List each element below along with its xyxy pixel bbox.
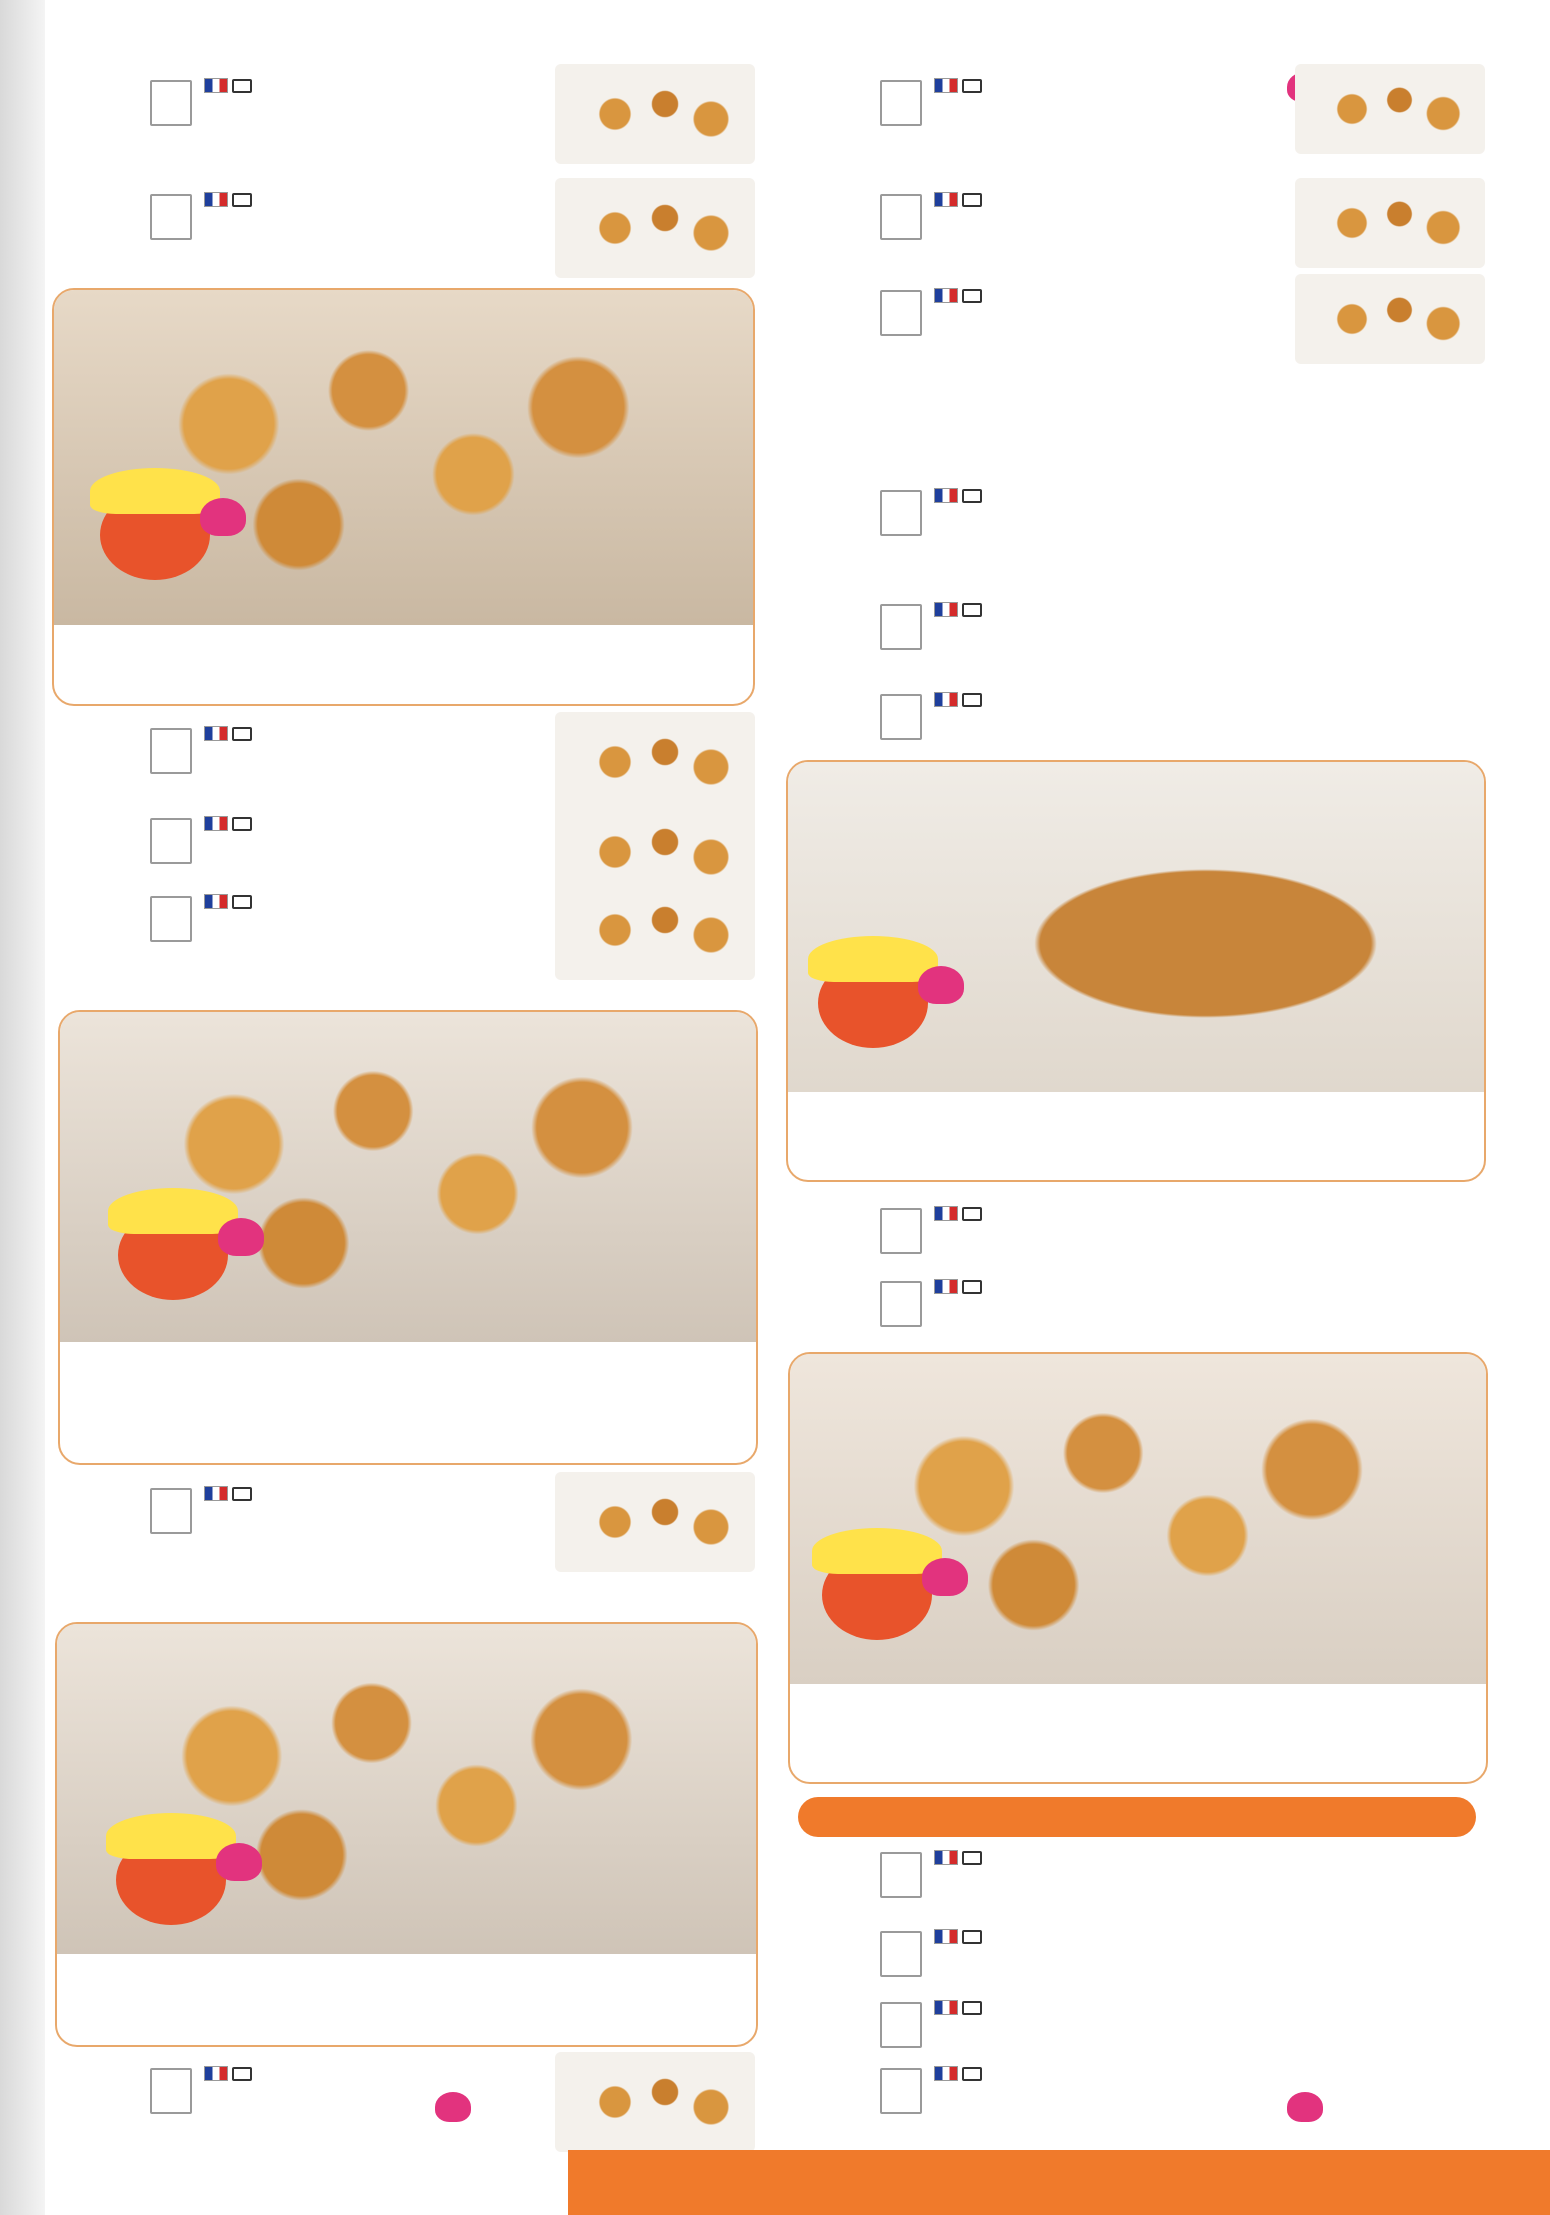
french-flag-icon	[934, 602, 958, 617]
frozen-box-icon	[962, 693, 982, 707]
order-quantity-box[interactable]	[880, 194, 922, 240]
french-flag-icon	[934, 78, 958, 93]
product-name	[198, 188, 448, 211]
package-size	[198, 858, 488, 859]
loyalty-points-badge	[918, 966, 964, 1004]
french-flag-icon	[934, 2000, 958, 2015]
frozen-box-icon	[962, 1851, 982, 1865]
package-size	[928, 2103, 1333, 2104]
package-size	[928, 2037, 1333, 2038]
french-flag-icon	[204, 192, 228, 207]
product-name	[928, 284, 1178, 307]
order-quantity-box[interactable]	[150, 1488, 192, 1534]
package-size	[928, 398, 1216, 399]
frozen-box-icon	[232, 817, 252, 831]
package-size	[928, 154, 1216, 155]
loyalty-points-badge	[435, 2092, 471, 2122]
loyalty-points-badge	[922, 1558, 968, 1596]
french-flag-icon	[934, 2066, 958, 2081]
frozen-box-icon	[232, 727, 252, 741]
frozen-box-icon	[962, 289, 982, 303]
order-quantity-box[interactable]	[880, 1852, 922, 1898]
order-quantity-box[interactable]	[150, 728, 192, 774]
product-name	[928, 1275, 1258, 1298]
product-name	[928, 1996, 1258, 2019]
product-name	[198, 74, 448, 97]
order-quantity-box[interactable]	[880, 490, 922, 536]
french-flag-icon	[204, 78, 228, 93]
frozen-box-icon	[962, 489, 982, 503]
french-flag-icon	[934, 1279, 958, 1294]
product-thumbnail	[1295, 178, 1485, 268]
product-name	[928, 2062, 1258, 2085]
french-flag-icon	[934, 1850, 958, 1865]
product-name	[928, 484, 1258, 507]
page-margin	[0, 0, 45, 2215]
loyalty-points-badge	[218, 1218, 264, 1256]
package-size	[928, 734, 1333, 735]
footer-bar	[568, 2150, 1550, 2215]
product-thumbnail	[555, 2052, 755, 2152]
promo-price-badge	[822, 1550, 932, 1640]
order-quantity-box[interactable]	[880, 2002, 922, 2048]
frozen-box-icon	[962, 1207, 982, 1221]
frozen-box-icon	[962, 2067, 982, 2081]
product-thumbnail	[1295, 64, 1485, 154]
french-flag-icon	[204, 1486, 228, 1501]
frozen-box-icon	[232, 895, 252, 909]
product-name	[198, 890, 448, 913]
frozen-box-icon	[962, 603, 982, 617]
product-name	[198, 812, 448, 835]
package-size	[198, 802, 488, 803]
product-name	[928, 598, 1258, 621]
promo-price-badge	[100, 490, 210, 580]
frozen-box-icon	[232, 193, 252, 207]
order-quantity-box[interactable]	[150, 2068, 192, 2114]
order-quantity-box[interactable]	[150, 194, 192, 240]
promo-price-badge	[818, 958, 928, 1048]
frozen-box-icon	[962, 2001, 982, 2015]
package-size	[198, 171, 488, 172]
order-quantity-box[interactable]	[150, 896, 192, 942]
loyalty-points-badge	[216, 1843, 262, 1881]
product-thumbnail	[1295, 274, 1485, 364]
loyalty-points-badge	[200, 498, 246, 536]
order-quantity-box[interactable]	[150, 80, 192, 126]
product-name	[928, 188, 1178, 211]
package-size	[928, 656, 1333, 657]
package-size	[928, 251, 1216, 252]
package-size	[928, 581, 1333, 582]
frozen-box-icon	[962, 79, 982, 93]
product-name	[198, 1482, 448, 1505]
frozen-box-icon	[962, 193, 982, 207]
frozen-box-icon	[962, 1930, 982, 1944]
french-flag-icon	[934, 1929, 958, 1944]
frozen-box-icon	[232, 2067, 252, 2081]
french-flag-icon	[204, 816, 228, 831]
package-size	[198, 2125, 488, 2126]
loyalty-points-badge	[1287, 2092, 1323, 2122]
product-name	[928, 1925, 1258, 1948]
order-quantity-box[interactable]	[880, 1208, 922, 1254]
frozen-box-icon	[232, 79, 252, 93]
product-thumbnail	[555, 64, 755, 164]
product-name	[928, 688, 1258, 711]
product-name	[928, 1846, 1258, 1869]
french-flag-icon	[934, 488, 958, 503]
french-flag-icon	[204, 2066, 228, 2081]
order-quantity-box[interactable]	[880, 694, 922, 740]
package-size	[928, 1909, 1333, 1910]
frozen-box-icon	[962, 1280, 982, 1294]
order-quantity-box[interactable]	[150, 818, 192, 864]
french-flag-icon	[934, 1206, 958, 1221]
order-quantity-box[interactable]	[880, 1281, 922, 1327]
package-size	[198, 251, 488, 252]
product-name	[928, 74, 1178, 97]
package-size	[928, 1983, 1333, 1984]
product-thumbnail	[555, 880, 755, 980]
order-quantity-box[interactable]	[880, 604, 922, 650]
promo-price-badge	[116, 1835, 226, 1925]
section-banner-escargots-moules	[798, 1797, 1476, 1837]
promo-price-badge	[118, 1210, 228, 1300]
package-size	[928, 1260, 1333, 1261]
french-flag-icon	[934, 288, 958, 303]
french-flag-icon	[934, 692, 958, 707]
french-flag-icon	[204, 726, 228, 741]
product-name	[198, 722, 448, 745]
product-thumbnail	[555, 712, 755, 812]
french-flag-icon	[934, 192, 958, 207]
order-quantity-box[interactable]	[880, 2068, 922, 2114]
order-quantity-box[interactable]	[880, 80, 922, 126]
product-thumbnail	[555, 1472, 755, 1572]
order-quantity-box[interactable]	[880, 290, 922, 336]
product-name	[928, 1202, 1258, 1225]
package-size	[198, 1470, 488, 1471]
frozen-box-icon	[232, 1487, 252, 1501]
french-flag-icon	[204, 894, 228, 909]
package-size	[198, 970, 488, 971]
package-size	[198, 1579, 488, 1580]
package-size	[928, 1333, 1333, 1334]
product-name	[198, 2062, 448, 2085]
product-thumbnail	[555, 178, 755, 278]
order-quantity-box[interactable]	[880, 1931, 922, 1977]
